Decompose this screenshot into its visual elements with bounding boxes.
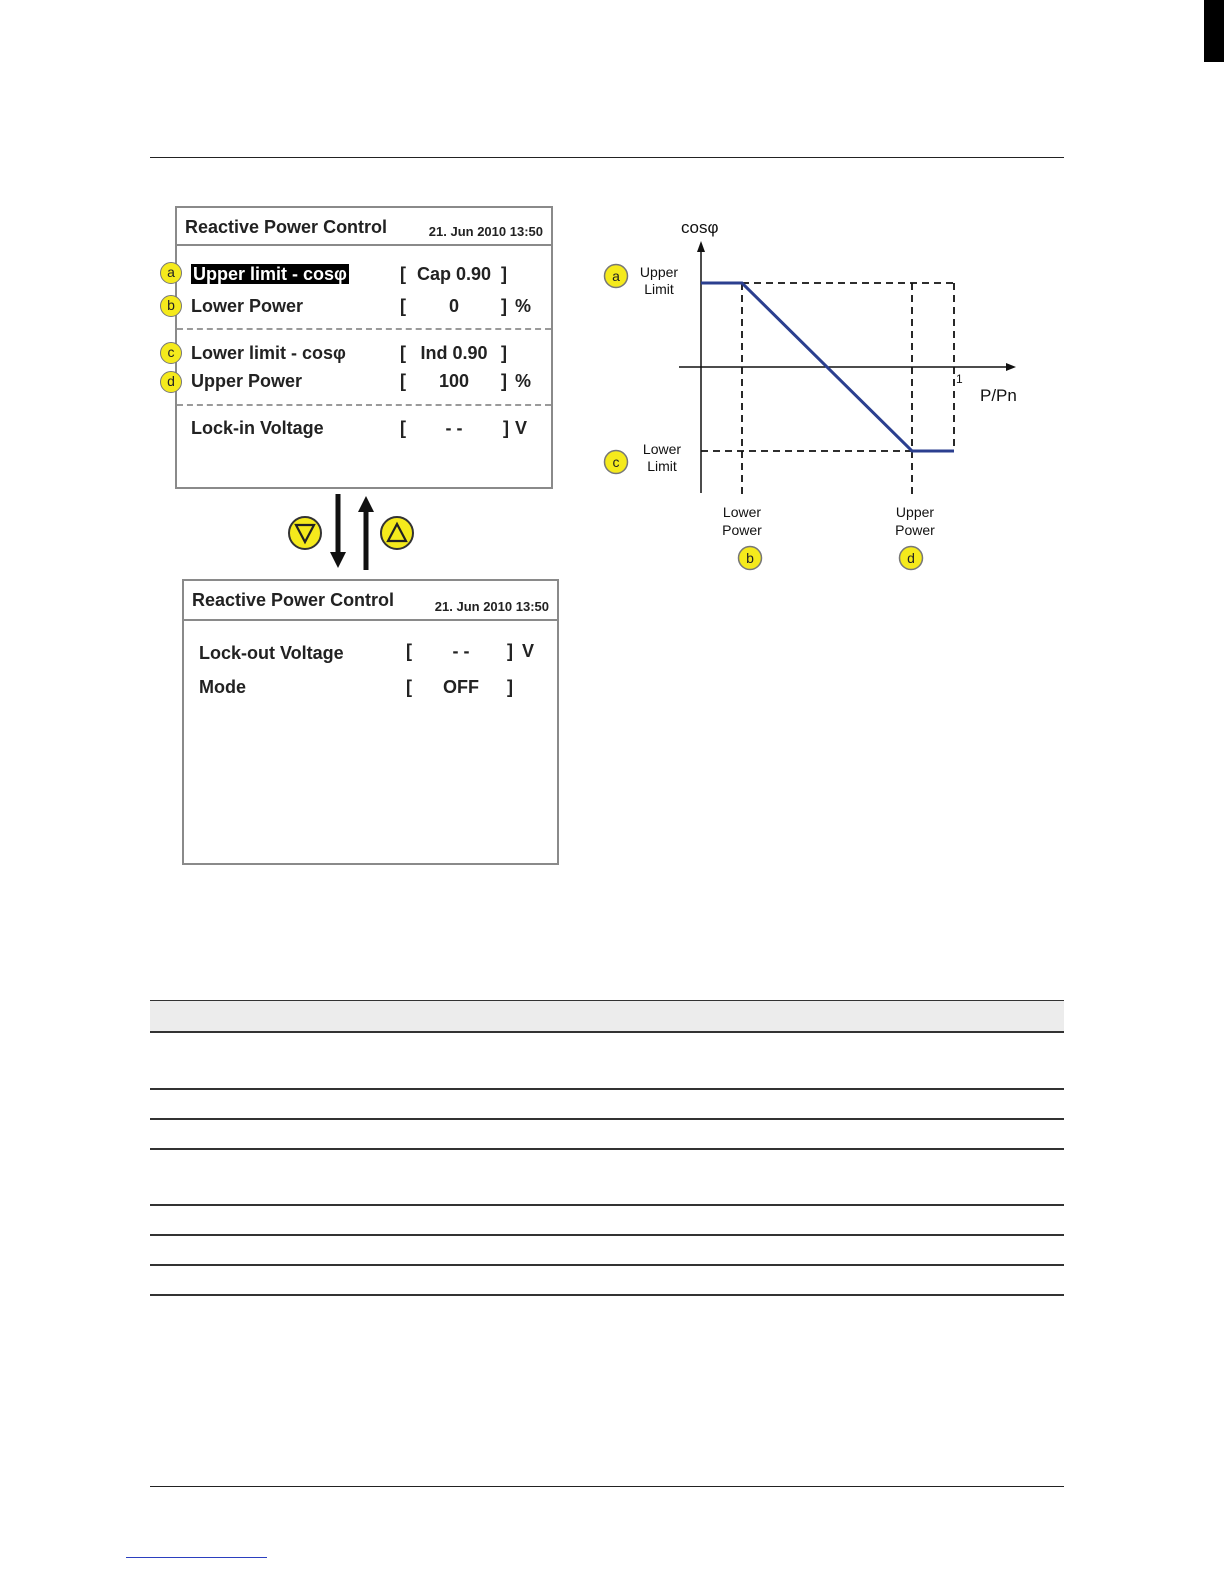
lock-in-voltage-value[interactable]: - - (445, 418, 463, 438)
svg-text:d: d (907, 550, 915, 566)
upper-power-unit: % (515, 371, 532, 391)
x-axis-label: P/Pn (980, 386, 1017, 405)
table-row (150, 1150, 1064, 1206)
table-row (150, 1033, 1064, 1090)
lower-limit-text: Lower Limit (642, 441, 682, 474)
table-row (150, 1236, 1064, 1266)
y-axis-label: cosφ (681, 218, 719, 237)
svg-text:c: c (612, 454, 620, 470)
mode-value[interactable]: OFF (443, 677, 479, 697)
upper-limit-text: Upper Limit (639, 264, 679, 297)
triangle-up-icon[interactable] (381, 517, 413, 549)
upper-limit-label[interactable]: Upper limit - cosφ (193, 264, 347, 284)
graph-badge-c (605, 451, 628, 474)
lock-out-voltage-label[interactable]: Lock-out Voltage (199, 643, 344, 663)
lower-power-value[interactable]: 0 (448, 296, 459, 316)
dashed-guides (701, 283, 954, 495)
triangle-down-icon[interactable] (289, 517, 321, 549)
screen-reactive-power-1: Reactive Power Control 21. Jun 2010 13:50 Upper limit - cosφ [ Cap 0.90 ] Lower Power [ 0 ] % Lower limit - cosφ [ Ind 0.90 ] Upper Power [ 100 ] % Lock-in Voltage [ - - ] V (175, 206, 553, 489)
lower-limit-value[interactable]: Ind 0.90 (420, 343, 488, 363)
lock-out-voltage-unit: V (522, 641, 535, 661)
table-row (150, 1266, 1064, 1296)
table-row (150, 1206, 1064, 1236)
divider (177, 404, 551, 406)
page-edge-tab (1204, 0, 1224, 62)
screen-datetime: 21. Jun 2010 13:50 (434, 599, 549, 614)
navigation-arrows (280, 490, 420, 575)
screen-title: Reactive Power Control (192, 590, 395, 610)
lower-limit-label[interactable]: Lower limit - cosφ (191, 343, 346, 363)
lower-power-label[interactable]: Lower Power (191, 296, 304, 316)
svg-text:a: a (612, 268, 620, 284)
parameter-table (150, 1000, 1064, 1296)
table-header (150, 1000, 1064, 1033)
screen-header (177, 208, 551, 246)
upper-power-text: Upper Power (895, 504, 935, 538)
graph-badge-d (900, 547, 923, 570)
header-rule (150, 157, 1064, 158)
table-row (150, 1090, 1064, 1120)
x-tick-1: 1 (956, 372, 963, 386)
screen-reactive-power-2: Reactive Power Control 21. Jun 2010 13:50 Lock-out Voltage [ - - ] V Mode [ OFF ] (182, 579, 559, 865)
screen-datetime: 21. Jun 2010 13:50 (428, 224, 543, 239)
upper-power-value[interactable]: 100 (438, 371, 470, 391)
badge-b: b (160, 295, 182, 317)
lock-out-voltage-value[interactable]: - - (452, 641, 470, 661)
lower-power-text: Lower Power (722, 504, 762, 538)
screen-title: Reactive Power Control (185, 217, 388, 237)
footer-rule (150, 1486, 1064, 1487)
graph-badge-a (605, 265, 628, 288)
table-row (150, 1120, 1064, 1150)
divider (177, 328, 551, 330)
lock-in-voltage-unit: V (515, 418, 528, 438)
badge-c: c (160, 342, 182, 364)
lower-power-unit: % (515, 296, 532, 316)
cosphi-characteristic-diagram (590, 205, 1040, 585)
upper-power-label[interactable]: Upper Power (191, 371, 303, 391)
lock-in-voltage-label[interactable]: Lock-in Voltage (191, 418, 324, 438)
badge-d: d (160, 371, 182, 393)
graph-badge-b (739, 547, 762, 570)
svg-text:b: b (746, 550, 754, 566)
footer-link-underline[interactable] (126, 1557, 267, 1558)
screen-header (184, 581, 557, 621)
mode-label[interactable]: Mode (199, 677, 246, 697)
badge-a: a (160, 262, 182, 284)
upper-limit-value[interactable]: Cap 0.90 (416, 264, 492, 284)
